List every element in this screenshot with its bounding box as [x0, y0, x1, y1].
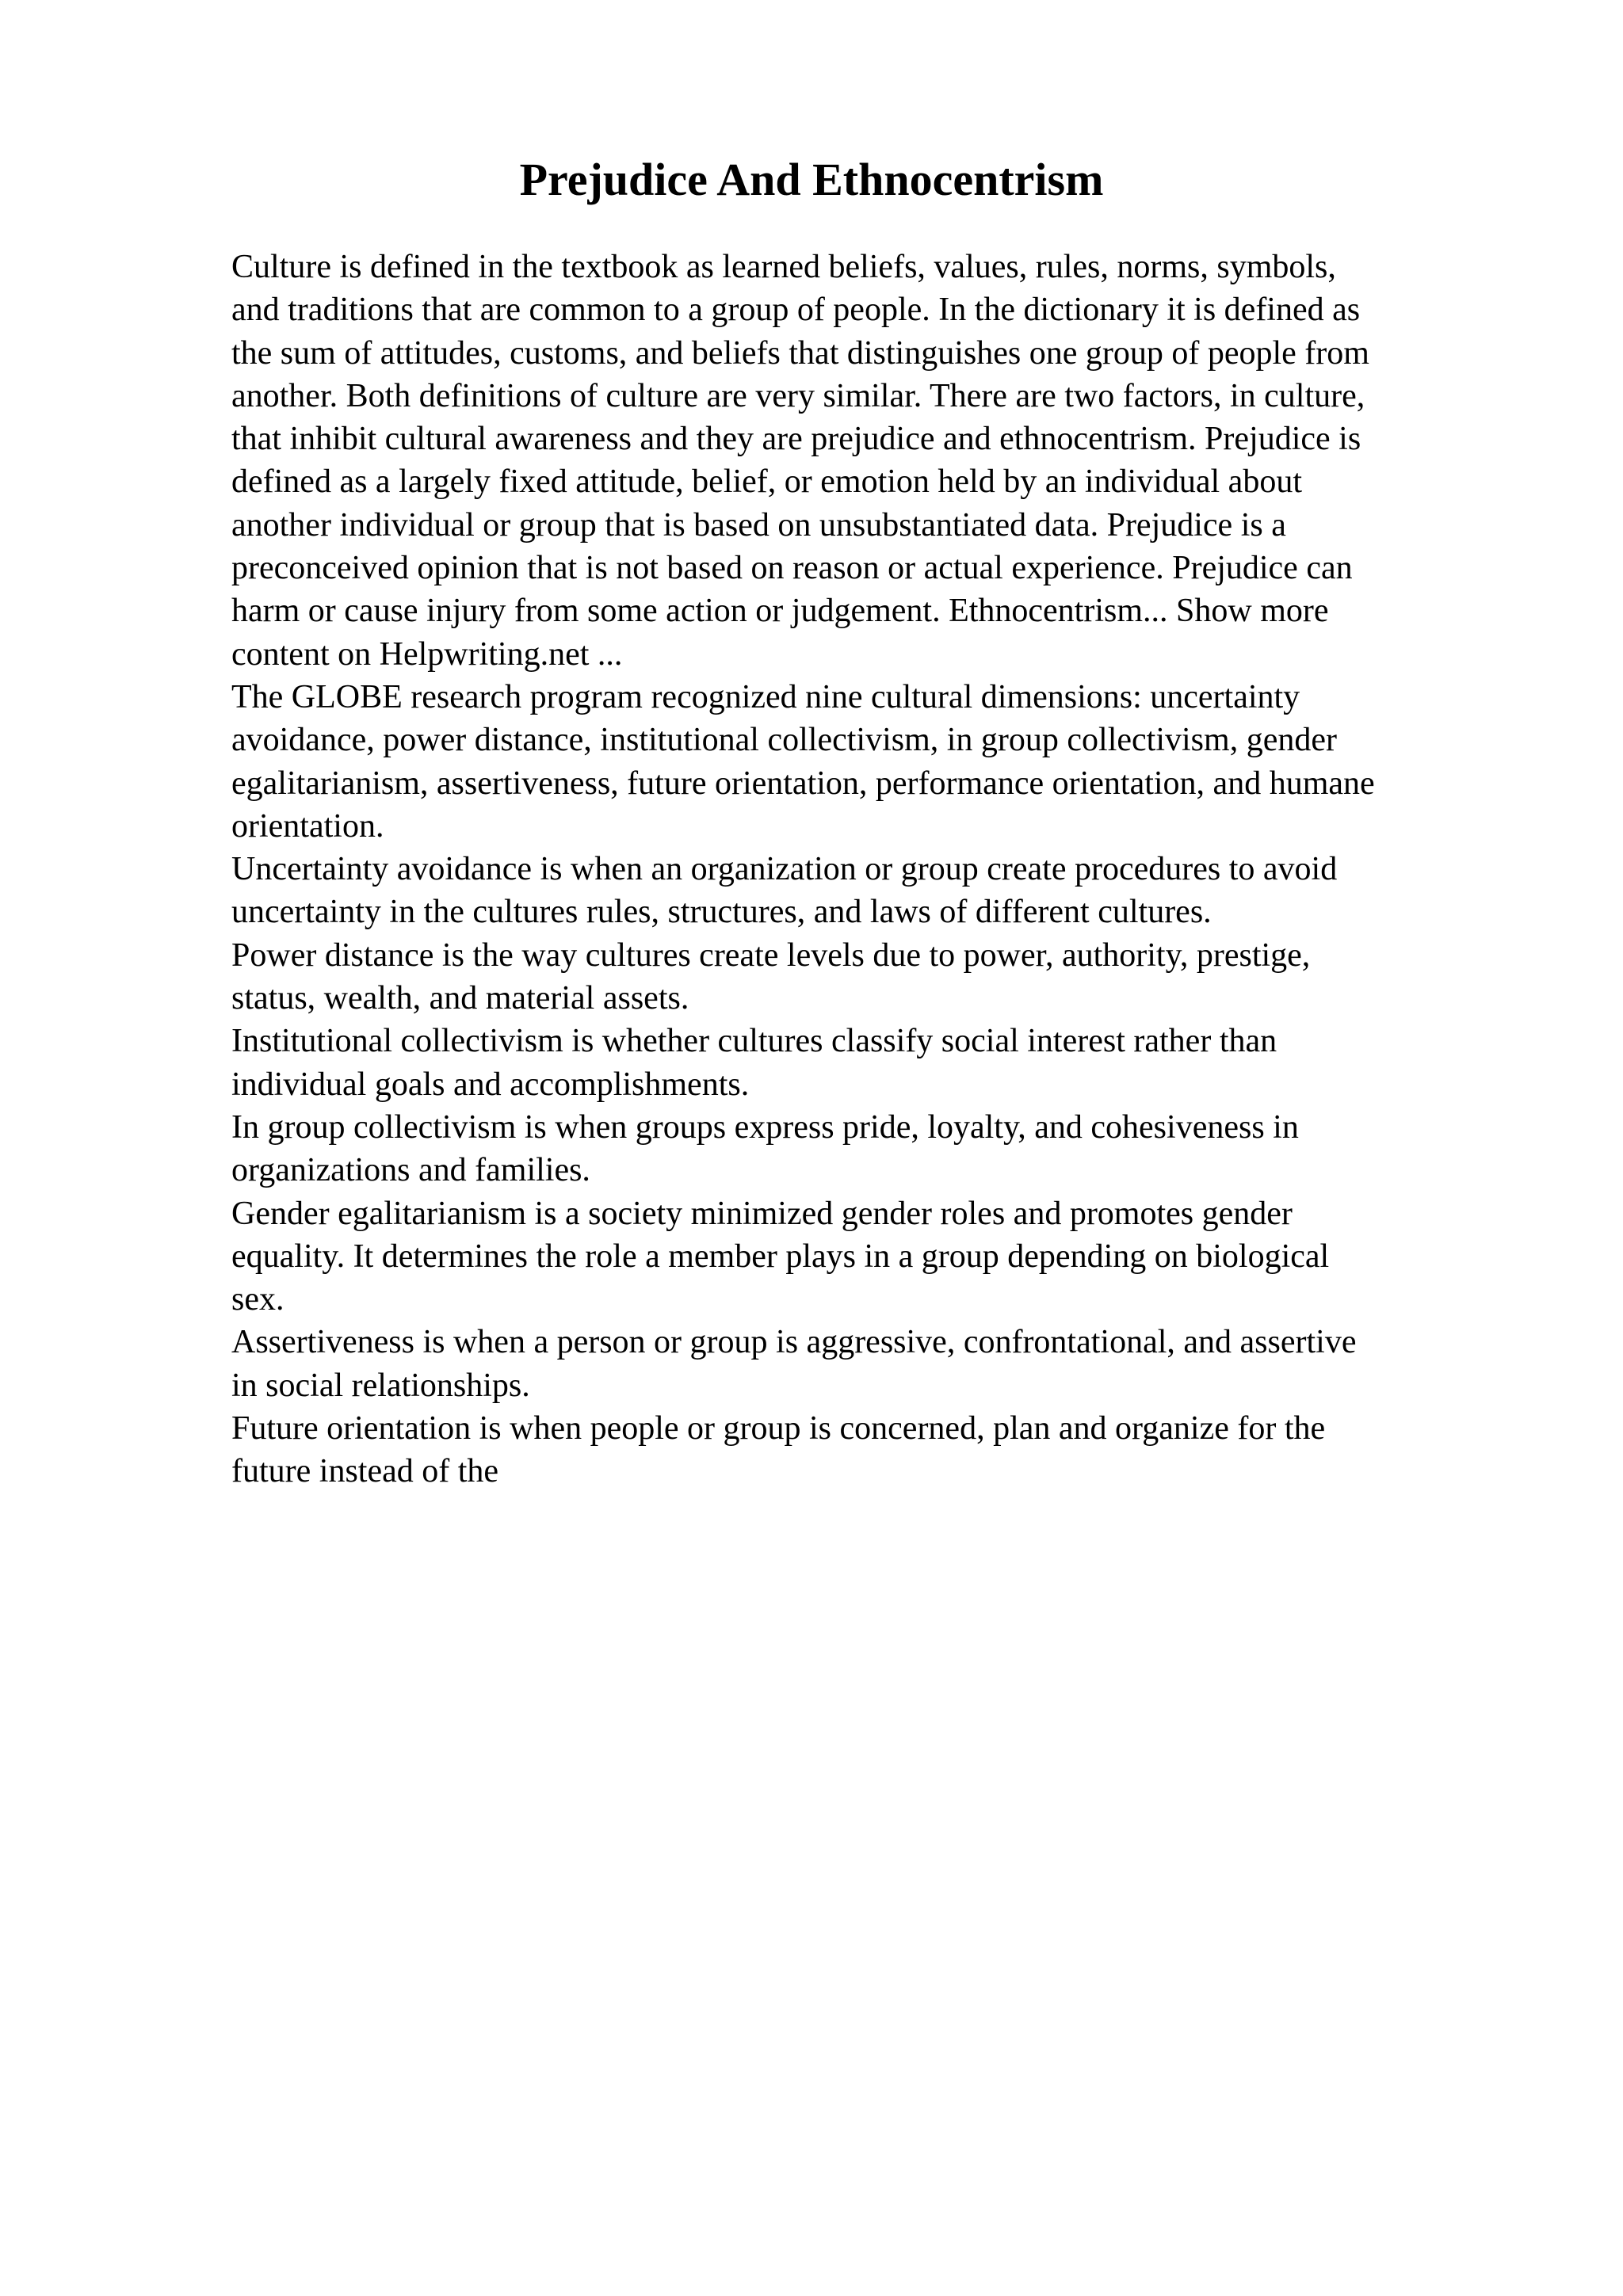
text-line: individual goals and accomplishments. [231, 1066, 750, 1103]
text-line: The GLOBE research program recognized nine cultural dimensions: uncertainty [231, 678, 1300, 715]
text-line: Culture is defined in the textbook as learned beliefs, values, rules, norms, symbols, [231, 249, 1336, 285]
text-line: future instead of the [231, 1453, 499, 1490]
text-line: avoidance, power distance, institutional collectivism, in group collectivism, gender [231, 722, 1337, 759]
text-line: content on Helpwriting.net ... [231, 635, 623, 673]
text-line: Uncertainty avoidance is when an organization or group create procedures to avoid [231, 851, 1338, 888]
text-line: equality. It determines the role a member plays in a group depending on biological [231, 1238, 1330, 1275]
text-line: Power distance is the way cultures create levels due to power, authority, prestige, [231, 936, 1311, 974]
text-line: egalitarianism, assertiveness, future orientation, performance orientation, and humane [231, 765, 1375, 802]
text-line: Future orientation is when people or group is concerned, plan and organize for the [231, 1410, 1326, 1447]
text-line: Gender egalitarianism is a society minimized gender roles and promotes gender [231, 1195, 1293, 1232]
text-line: and traditions that are common to a group of people. In the dictionary it is defined as [231, 292, 1361, 329]
text-line: defined as a largely fixed attitude, belief, or emotion held by an individual about [231, 463, 1302, 501]
text-line: Institutional collectivism is whether cultures classify social interest rather than [231, 1023, 1277, 1060]
text-line: sex. [231, 1281, 285, 1318]
page-title: Prejudice And Ethnocentrism [519, 154, 1104, 205]
text-line: preconceived opinion that is not based on reason or actual experience. Prejudice can [231, 550, 1353, 587]
text-line: another individual or group that is based on unsubstantiated data. Prejudice is a [231, 506, 1286, 543]
text-line: Assertiveness is when a person or group is aggressive, confrontational, and assertive [231, 1324, 1357, 1361]
text-line: orientation. [231, 807, 384, 845]
text-line: status, wealth, and material assets. [231, 980, 689, 1017]
text-line: in social relationships. [231, 1367, 530, 1404]
text-line: another. Both definitions of culture are very similar. There are two factors, in culture, [231, 377, 1365, 414]
text-line: In group collectivism is when groups express pride, loyalty, and cohesiveness in [231, 1108, 1299, 1146]
text-line: the sum of attitudes, customs, and beliefs that distinguishes one group of people from [231, 334, 1369, 372]
text-line: harm or cause injury from some action or judgement. Ethnocentrism... Show more [231, 593, 1329, 630]
text-line: organizations and families. [231, 1152, 590, 1189]
text-line: that inhibit cultural awareness and they are prejudice and ethnocentrism. Prejudice is [231, 421, 1361, 458]
document-body [231, 246, 1499, 1493]
text-line: uncertainty in the cultures rules, structures, and laws of different cultures. [231, 894, 1212, 931]
